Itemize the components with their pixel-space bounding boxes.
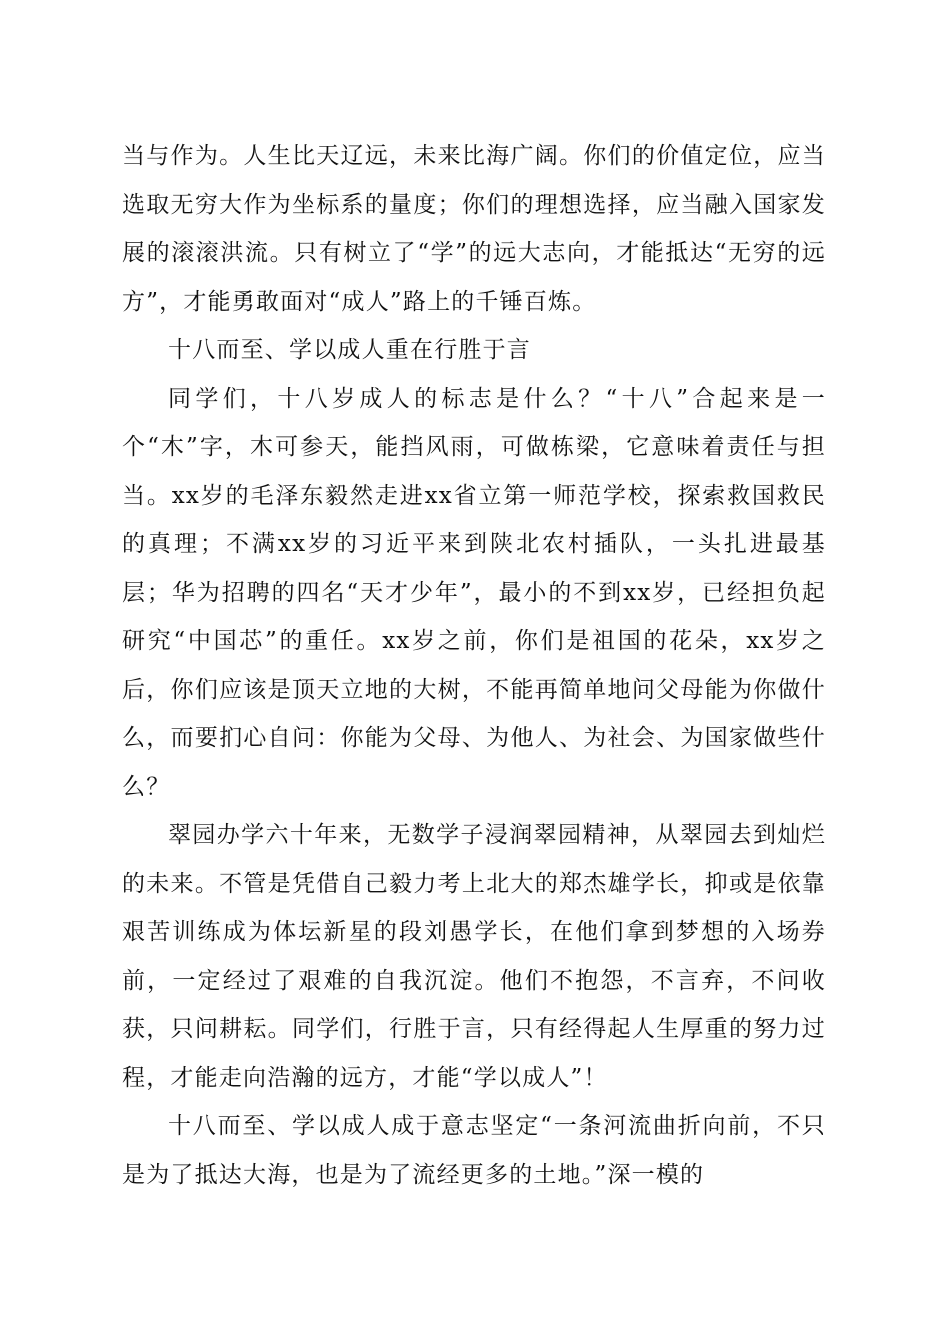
- section-heading-action: 十八而至、学以成人重在行胜于言: [168, 337, 531, 363]
- paragraph-continuation: 当与作为。人生比天辽远，未来比海广阔。你们的价值定位，应当选取无穷大作为坐标系的量度；你们的理想选择，应当融入国家发展的滚滚洪流。只有树立了“学”的远大志向，才能抵达“无穷的远方”，才能勇敢面对“成人”路上的千锤百炼。: [122, 143, 826, 315]
- paragraph-eighteen-meaning: 同学们，十八岁成人的标志是什么？“十八”合起来是一个“木”字，木可参天，能挡风雨，可做栋梁，它意味着责任与担当。xx岁的毛泽东毅然走进xx省立第一师范学校，探索救国救民的真理；不满xx岁的习近平来到陕北农村插队，一头扎进最基层；华为招聘的四名“天才少年”，最小的不到xx岁，已经担负起研究“中国芯”的重任。xx岁之前，你们是祖国的花朵，xx岁之后，你们应该是顶天立地的大树，不能再简单地问父母能为你做什么，而要扪心自问：你能为父母、为他人、为社会、为国家做些什么？: [122, 385, 826, 800]
- section-heading-will: 十八而至、学以成人成于意志坚定“一条河流曲折向前，不只是为了抵达大海，也是为了流经更多的土地。”深一模的: [122, 1113, 826, 1188]
- document-page: [122, 132, 826, 1199]
- paragraph-cuiyuan-school: 翠园办学六十年来，无数学子浸润翠园精神，从翠园去到灿烂的未来。不管是凭借自己毅力考上北大的郑杰雄学长，抑或是依靠艰苦训练成为体坛新星的段刘愚学长，在他们拿到梦想的入场券前，一定经过了艰难的自我沉淀。他们不抱怨，不言弃，不问收获，只问耕耘。同学们，行胜于言，只有经得起人生厚重的努力过程，才能走向浩瀚的远方，才能“学以成人”！: [122, 822, 826, 1091]
